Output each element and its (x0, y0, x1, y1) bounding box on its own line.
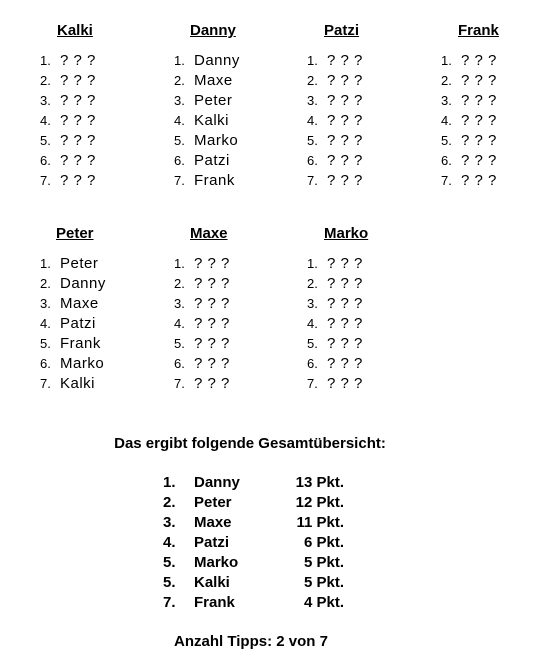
column-header-maxe: Maxe (190, 225, 228, 242)
list-item (174, 374, 230, 394)
rank-name: Kalki (60, 375, 96, 392)
list-item (307, 151, 363, 171)
rank-number: 6. (307, 356, 318, 371)
list-item (40, 151, 96, 171)
rank-name: ? ? ? (461, 52, 497, 69)
list-item (174, 254, 230, 274)
rank-name: ? ? ? (327, 335, 363, 352)
list-item (174, 71, 240, 91)
rank-number: 5. (40, 133, 51, 148)
rank-number: 6. (40, 153, 51, 168)
rank-name: ? ? ? (461, 112, 497, 129)
rank-name: ? ? ? (194, 255, 230, 272)
list-item (40, 354, 106, 374)
standing-points: 5 Pkt. (303, 574, 344, 591)
rank-number: 3. (40, 93, 51, 108)
ranking-list-frank (441, 51, 497, 191)
ranking-list-patzi (307, 51, 363, 191)
list-item (307, 254, 363, 274)
list-item (441, 91, 497, 111)
rank-number: 5. (307, 133, 318, 148)
standing-points: 6 Pkt. (303, 534, 344, 551)
rank-number: 4. (307, 316, 318, 331)
rank-name: ? ? ? (194, 275, 230, 292)
list-item (307, 51, 363, 71)
rank-number: 6. (307, 153, 318, 168)
rank-number: 3. (307, 93, 318, 108)
list-item (441, 111, 497, 131)
standing-name: Kalki (194, 574, 230, 591)
rank-number: 4. (174, 113, 185, 128)
list-item (40, 334, 106, 354)
rank-number: 4. (174, 316, 185, 331)
list-item (174, 111, 240, 131)
rank-name: ? ? ? (60, 92, 96, 109)
table-row (163, 593, 344, 613)
list-item (307, 374, 363, 394)
rank-name: ? ? ? (327, 275, 363, 292)
list-item (174, 131, 240, 151)
ranking-list-danny (174, 51, 240, 191)
rank-number: 3. (307, 296, 318, 311)
standing-rank: 7. (163, 594, 176, 611)
rank-number: 7. (441, 173, 452, 188)
rank-number: 7. (40, 173, 51, 188)
rank-name: ? ? ? (327, 255, 363, 272)
rank-name: ? ? ? (60, 112, 96, 129)
rank-name: ? ? ? (327, 295, 363, 312)
list-item (307, 171, 363, 191)
standing-rank: 5. (163, 554, 176, 571)
standing-points: 13 Pkt. (295, 474, 344, 491)
rank-number: 3. (40, 296, 51, 311)
rank-number: 1. (174, 53, 185, 68)
rank-number: 2. (307, 276, 318, 291)
rank-name: Danny (194, 52, 240, 69)
rank-number: 2. (307, 73, 318, 88)
list-item (40, 91, 96, 111)
rank-number: 6. (174, 153, 185, 168)
column-header-marko: Marko (324, 225, 369, 242)
list-item (40, 71, 96, 91)
ranking-list-kalki (40, 51, 96, 191)
list-item (174, 334, 230, 354)
standing-points: 12 Pkt. (295, 494, 344, 511)
rank-name: ? ? ? (461, 92, 497, 109)
list-item (307, 294, 363, 314)
rank-number: 4. (307, 113, 318, 128)
rank-name: ? ? ? (194, 355, 230, 372)
list-item (307, 131, 363, 151)
overall-standings (163, 473, 344, 613)
rank-name: ? ? ? (327, 152, 363, 169)
rank-number: 2. (40, 73, 51, 88)
standing-name: Patzi (194, 534, 230, 551)
rank-name: Frank (194, 172, 235, 189)
standing-name: Marko (194, 554, 239, 571)
column-header-patzi: Patzi (324, 22, 360, 39)
list-item (40, 314, 106, 334)
rank-number: 7. (174, 173, 185, 188)
standing-points: 4 Pkt. (303, 594, 344, 611)
list-item (441, 171, 497, 191)
column-header-peter: Peter (56, 225, 94, 242)
list-item (174, 91, 240, 111)
rank-number: 1. (174, 256, 185, 271)
list-item (441, 71, 497, 91)
rank-number: 3. (174, 93, 185, 108)
rank-number: 5. (307, 336, 318, 351)
rank-name: ? ? ? (194, 375, 230, 392)
ranking-list-peter (40, 254, 106, 394)
rank-number: 2. (174, 276, 185, 291)
column-header-danny: Danny (190, 22, 236, 39)
table-row (163, 573, 344, 593)
list-item (40, 374, 106, 394)
list-item (441, 51, 497, 71)
rank-name: Patzi (194, 152, 230, 169)
rank-name: ? ? ? (327, 132, 363, 149)
list-item (174, 294, 230, 314)
standing-points: 11 Pkt. (296, 514, 344, 531)
rank-name: Danny (60, 275, 106, 292)
ranking-list-marko (307, 254, 363, 394)
summary-title: Das ergibt folgende Gesamtübersicht: (114, 435, 386, 452)
table-row (163, 473, 344, 493)
list-item (174, 314, 230, 334)
rank-name: Marko (60, 355, 105, 372)
list-item (40, 131, 96, 151)
rank-name: ? ? ? (327, 92, 363, 109)
rank-name: ? ? ? (194, 295, 230, 312)
table-row (163, 553, 344, 573)
standing-name: Maxe (194, 514, 232, 531)
rank-number: 5. (441, 133, 452, 148)
list-item (40, 111, 96, 131)
list-item (441, 131, 497, 151)
list-item (40, 274, 106, 294)
list-item (307, 71, 363, 91)
rank-number: 7. (307, 376, 318, 391)
rank-number: 4. (40, 113, 51, 128)
list-item (174, 274, 230, 294)
rank-name: ? ? ? (461, 132, 497, 149)
rank-name: Frank (60, 335, 101, 352)
rank-number: 2. (174, 73, 185, 88)
rank-number: 5. (174, 133, 185, 148)
rank-number: 3. (441, 93, 452, 108)
rank-name: ? ? ? (461, 152, 497, 169)
rank-number: 1. (40, 256, 51, 271)
rank-number: 4. (40, 316, 51, 331)
rank-name: Maxe (194, 72, 233, 89)
rank-name: ? ? ? (327, 355, 363, 372)
rank-name: Maxe (60, 295, 99, 312)
rank-name: ? ? ? (194, 335, 230, 352)
rank-name: Peter (194, 92, 233, 109)
list-item (307, 274, 363, 294)
list-item (174, 171, 240, 191)
rank-name: ? ? ? (194, 315, 230, 332)
column-header-kalki: Kalki (57, 22, 93, 39)
rank-name: ? ? ? (60, 172, 96, 189)
tips-count: Anzahl Tipps: 2 von 7 (174, 633, 328, 650)
rank-name: ? ? ? (60, 132, 96, 149)
rank-number: 7. (307, 173, 318, 188)
table-row (163, 513, 344, 533)
ranking-list-maxe (174, 254, 230, 394)
rank-name: ? ? ? (327, 172, 363, 189)
list-item (441, 151, 497, 171)
table-row (163, 493, 344, 513)
list-item (174, 151, 240, 171)
standing-rank: 5. (163, 574, 176, 591)
rank-name: ? ? ? (60, 152, 96, 169)
list-item (307, 91, 363, 111)
rank-number: 6. (174, 356, 185, 371)
standing-points: 5 Pkt. (303, 554, 344, 571)
rank-name: ? ? ? (327, 375, 363, 392)
standing-name: Peter (194, 494, 232, 511)
table-row (163, 533, 344, 553)
standing-rank: 2. (163, 494, 176, 511)
standing-rank: 4. (163, 534, 176, 551)
list-item (174, 51, 240, 71)
standing-name: Frank (194, 594, 235, 611)
rank-name: ? ? ? (461, 72, 497, 89)
rank-number: 1. (307, 256, 318, 271)
rank-number: 3. (174, 296, 185, 311)
list-item (40, 171, 96, 191)
rank-number: 6. (441, 153, 452, 168)
rank-name: ? ? ? (327, 52, 363, 69)
rank-name: ? ? ? (461, 172, 497, 189)
rank-name: ? ? ? (60, 72, 96, 89)
rank-name: ? ? ? (327, 72, 363, 89)
list-item (307, 334, 363, 354)
rank-number: 2. (40, 276, 51, 291)
rank-name: ? ? ? (60, 52, 96, 69)
rank-number: 7. (40, 376, 51, 391)
rank-name: Marko (194, 132, 239, 149)
rank-number: 1. (307, 53, 318, 68)
standing-name: Danny (194, 474, 240, 491)
standing-rank: 3. (163, 514, 176, 531)
list-item (40, 294, 106, 314)
rank-number: 4. (441, 113, 452, 128)
rank-name: ? ? ? (327, 315, 363, 332)
list-item (307, 354, 363, 374)
rank-number: 1. (441, 53, 452, 68)
list-item (40, 51, 96, 71)
rank-number: 2. (441, 73, 452, 88)
list-item (174, 354, 230, 374)
rank-name: Peter (60, 255, 99, 272)
rank-number: 5. (174, 336, 185, 351)
list-item (307, 111, 363, 131)
rank-number: 7. (174, 376, 185, 391)
rank-number: 6. (40, 356, 51, 371)
rank-name: Kalki (194, 112, 230, 129)
rank-number: 1. (40, 53, 51, 68)
rank-number: 5. (40, 336, 51, 351)
list-item (307, 314, 363, 334)
list-item (40, 254, 106, 274)
rank-name: ? ? ? (327, 112, 363, 129)
standing-rank: 1. (163, 474, 176, 491)
column-header-frank: Frank (458, 22, 499, 39)
rank-name: Patzi (60, 315, 96, 332)
